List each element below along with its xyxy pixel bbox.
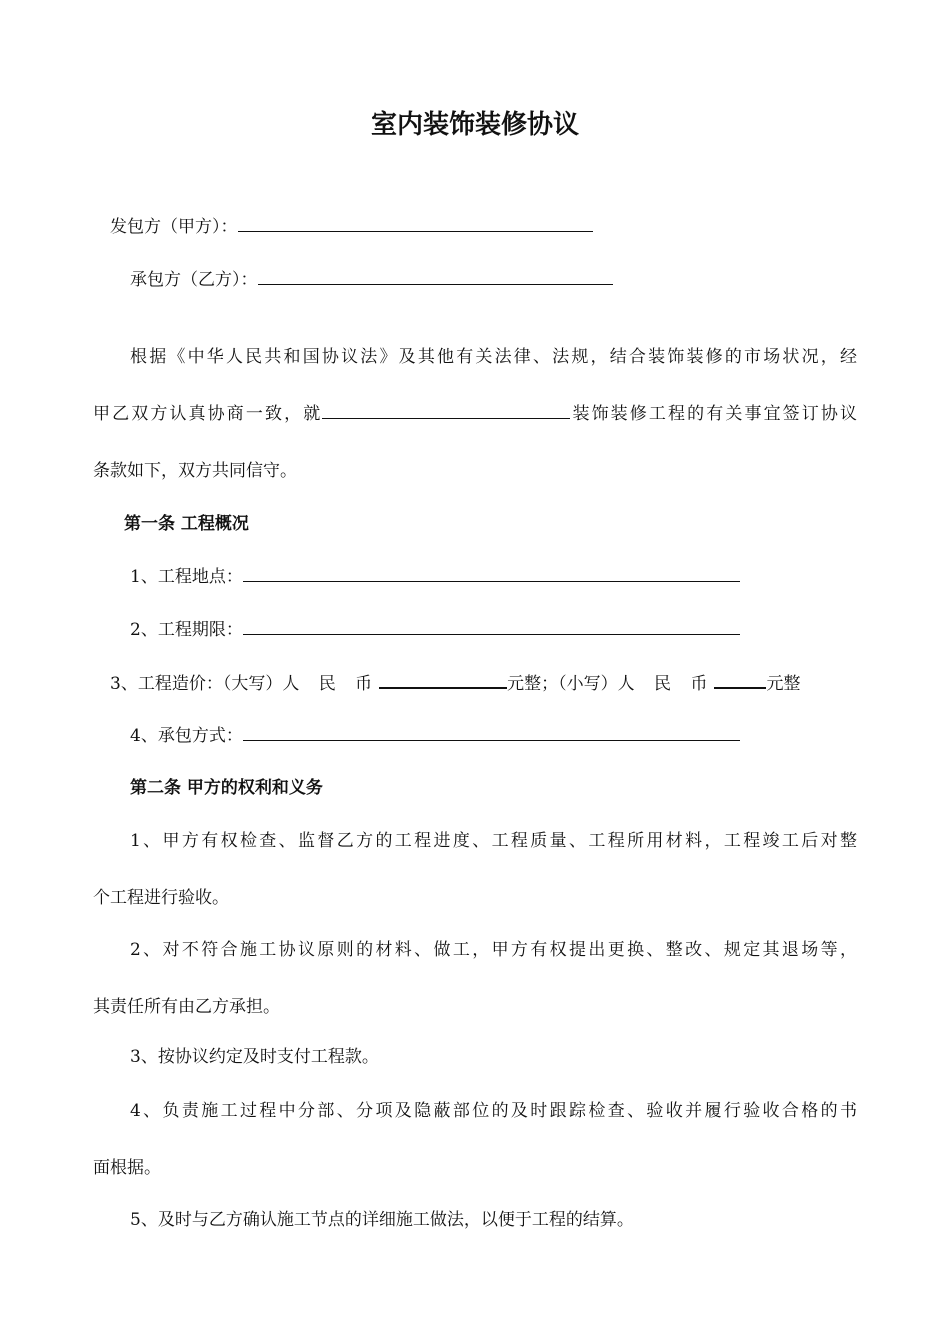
intro-line-2-suffix: 装饰装修工程的有关事宜签订协议 [570, 404, 858, 424]
item-3-rmb-1: 人 民 币 [282, 674, 380, 694]
article-2-p1-line-2: 个工程进行验收。 [93, 888, 229, 908]
intro-line-1: 根据《中华人民共和国协议法》及其他有关法律、法规，结合装饰装修的市场状况，经 [130, 347, 857, 367]
article-2-heading: 第二条 甲方的权利和义务 [130, 778, 323, 798]
item-3-rmb-2: 人 民 币 [617, 674, 715, 694]
party-b-line [130, 267, 613, 292]
price-numeric-blank[interactable] [714, 670, 766, 689]
article-1-item-3 [110, 670, 800, 696]
article-2-p1-line-1: 1、甲方有权检查、监督乙方的工程进度、工程质量、工程所用材料，工程竣工后对整 [130, 831, 857, 851]
article-2-p2-line-1: 2、对不符合施工协议原则的材料、做工，甲方有权提出更换、整改、规定其退场等， [130, 940, 857, 960]
item-1-label: 1、工程地点： [130, 567, 243, 587]
article-1-item-2 [130, 617, 740, 642]
project-location-blank[interactable] [243, 564, 740, 582]
intro-line-2 [93, 401, 857, 426]
party-a-line [110, 214, 593, 239]
article-1-heading: 第一条 工程概况 [124, 514, 249, 534]
price-uppercase-blank[interactable] [379, 670, 507, 689]
article-1-item-1 [130, 564, 740, 589]
article-2-p4-line-1: 4、负责施工过程中分部、分项及隐蔽部位的及时跟踪检查、验收并履行验收合格的书 [130, 1101, 857, 1121]
article-2-p4-line-2: 面根据。 [93, 1158, 161, 1178]
item-2-label: 2、工程期限： [130, 620, 243, 640]
intro-line-2-prefix: 甲乙双方认真协商一致，就 [93, 404, 323, 424]
item-3-prefix: 3、工程造价：（大写） [110, 674, 283, 694]
article-2-p5: 5、及时与乙方确认施工节点的详细施工做法，以便于工程的结算。 [130, 1210, 634, 1230]
contract-method-blank[interactable] [243, 723, 740, 741]
party-a-label: 发包方（甲方）： [110, 217, 238, 237]
document-title: 室内装饰装修协议 [370, 110, 579, 140]
party-b-label: 承包方（乙方）： [130, 270, 258, 290]
party-b-blank[interactable] [258, 267, 613, 285]
article-1-item-4 [130, 723, 740, 748]
article-2-p3: 3、按协议约定及时支付工程款。 [130, 1047, 379, 1067]
item-3-mid: 元整；（小写） [507, 674, 618, 694]
article-2-p2-line-2: 其责任所有由乙方承担。 [93, 997, 280, 1017]
party-a-blank[interactable] [238, 214, 593, 232]
item-3-suffix: 元整 [766, 674, 801, 694]
item-4-label: 4、承包方式： [130, 726, 243, 746]
intro-line-3: 条款如下，双方共同信守。 [93, 461, 297, 481]
project-period-blank[interactable] [243, 617, 740, 635]
project-name-blank[interactable] [322, 401, 570, 419]
